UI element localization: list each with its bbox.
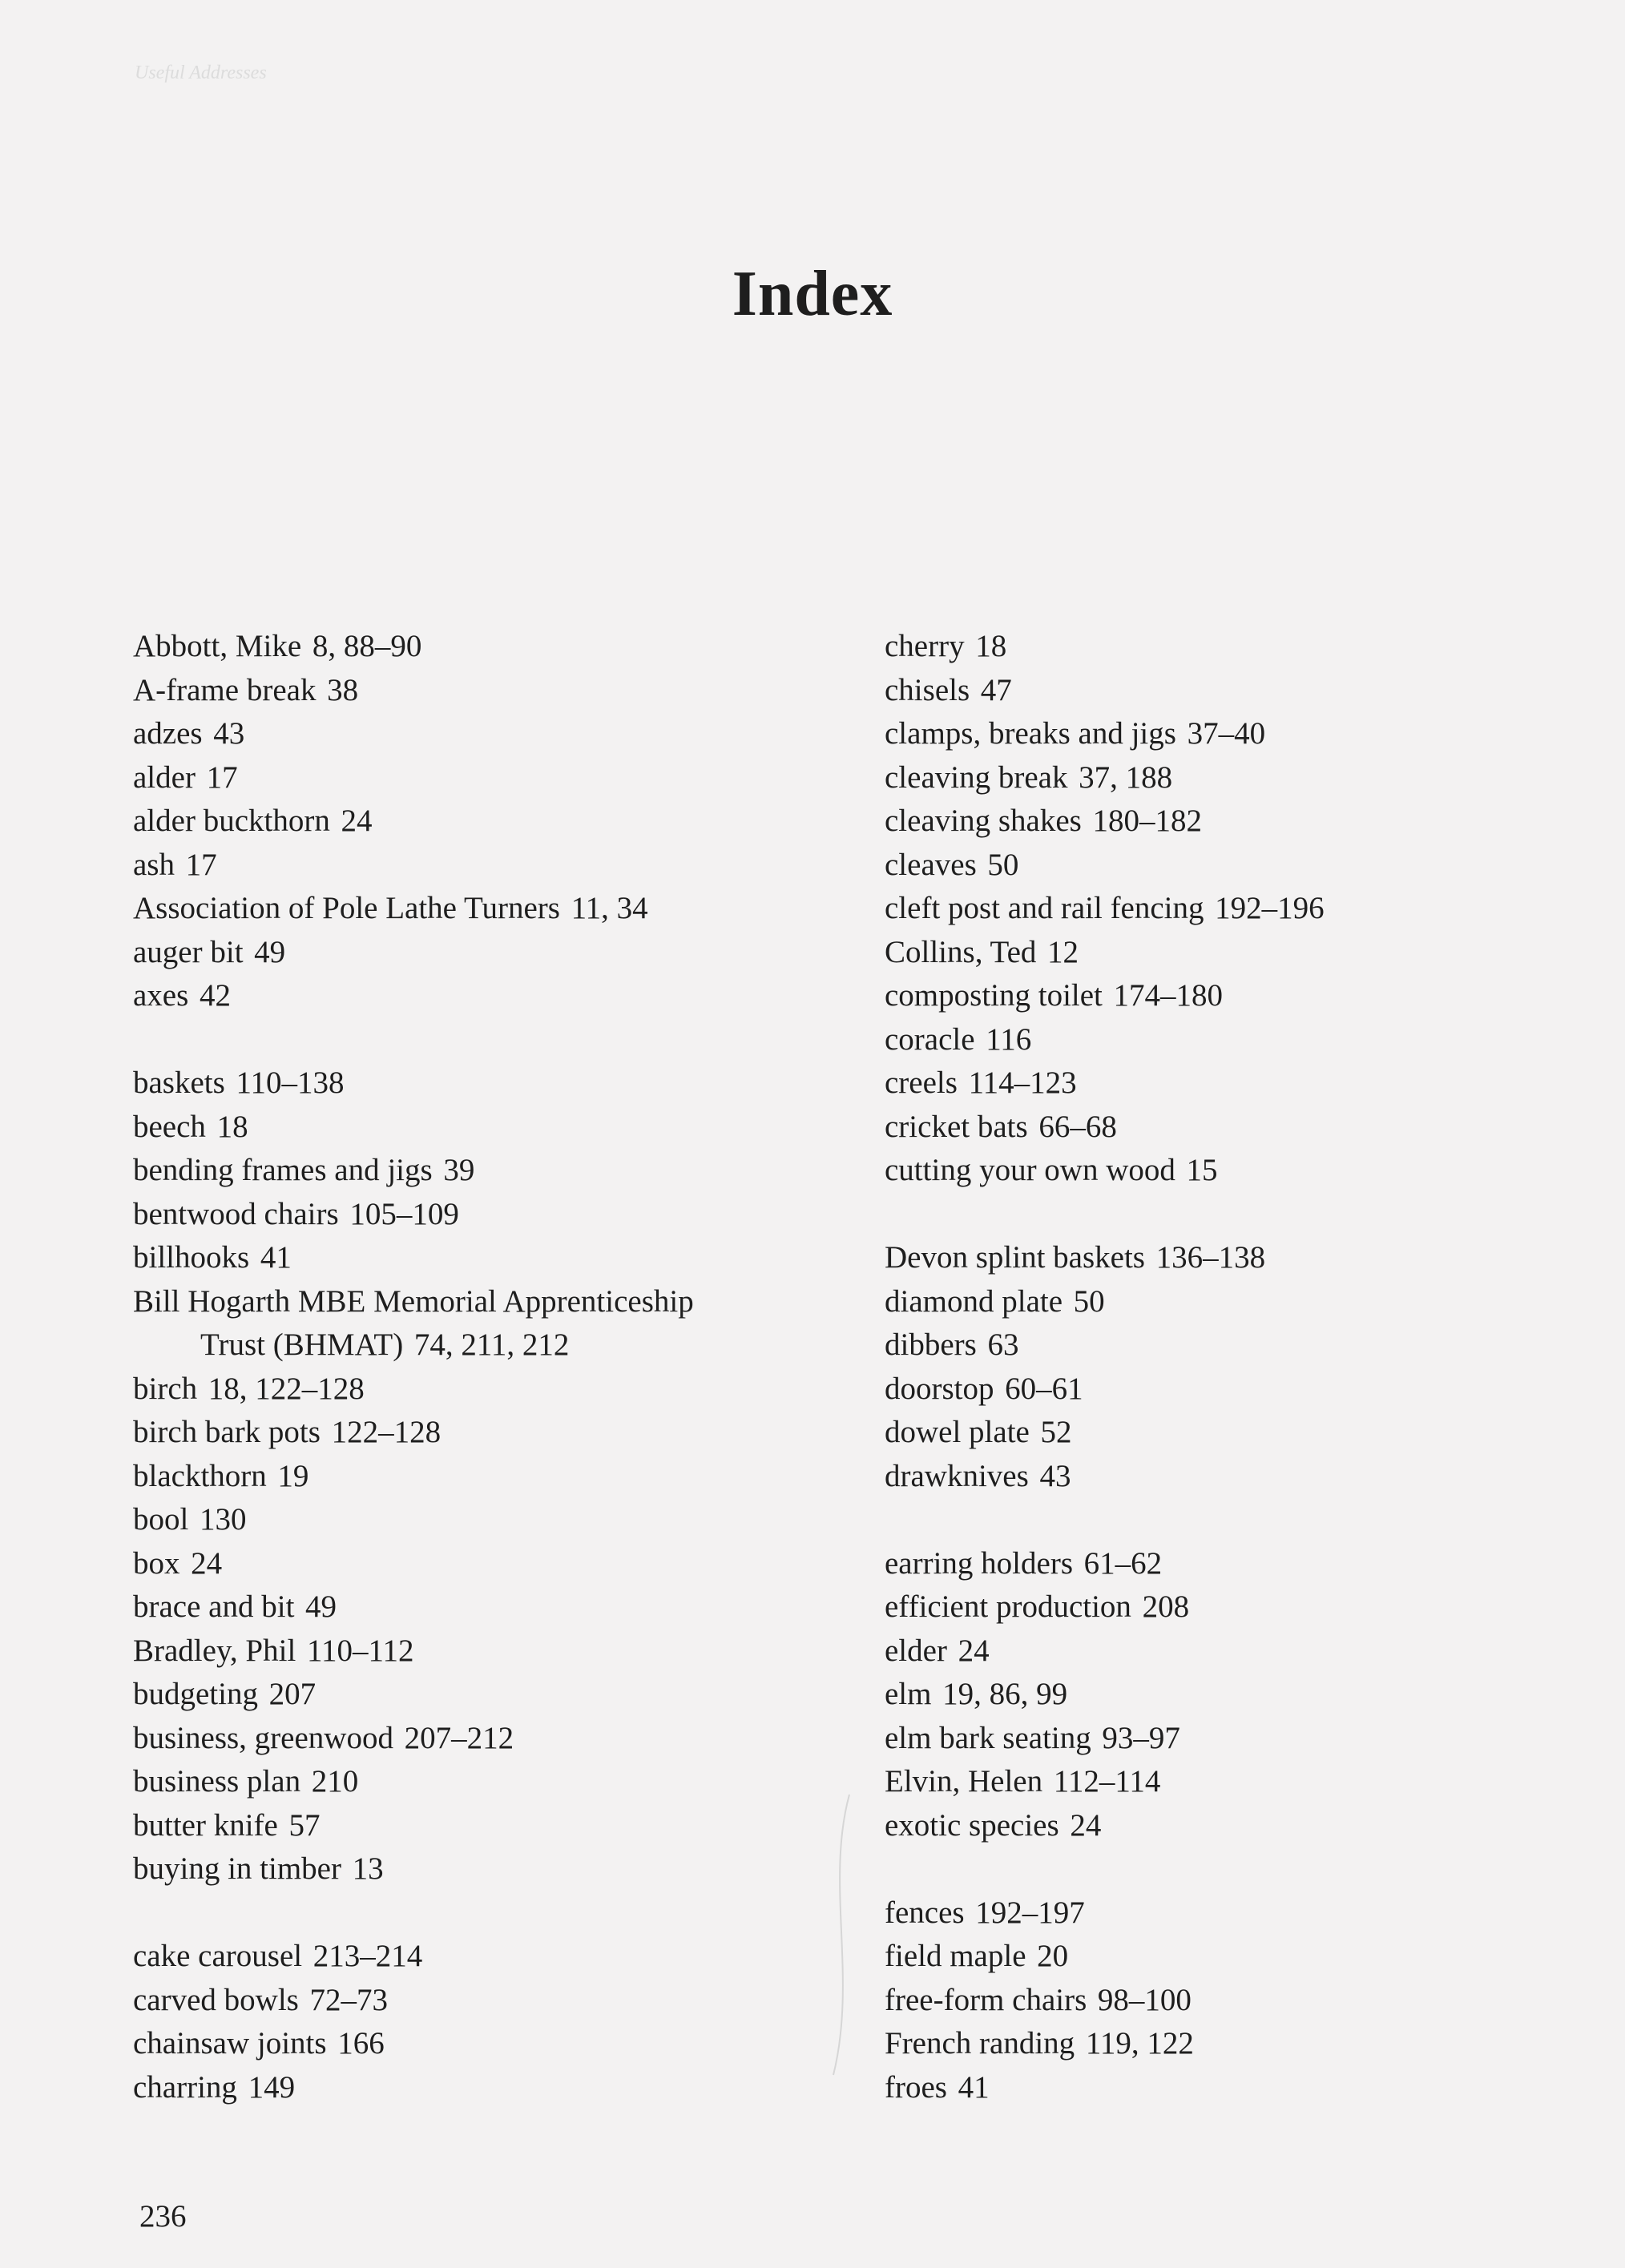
index-pages: 37, 188	[1079, 759, 1173, 795]
index-entry	[885, 1629, 1590, 1674]
index-term: baskets	[133, 1066, 225, 1100]
index-entry	[133, 1979, 846, 2023]
index-term: French randing	[885, 2026, 1075, 2061]
index-pages: 41	[958, 2069, 990, 2105]
index-term: Trust (BHMAT)	[200, 1327, 404, 1362]
index-entry	[133, 1236, 846, 1280]
index-entry	[885, 2022, 1590, 2066]
index-pages: 60–61	[1005, 1371, 1083, 1406]
index-pages: 114–123	[968, 1066, 1077, 1100]
index-entry	[133, 974, 846, 1018]
index-term: drawknives	[885, 1458, 1029, 1493]
index-entry	[885, 931, 1590, 975]
index-term: cricket bats	[885, 1109, 1028, 1144]
index-pages: 15	[1186, 1153, 1218, 1187]
index-entry	[133, 887, 846, 931]
index-column-right	[885, 625, 1590, 2153]
index-term: cleft post and rail fencing	[885, 891, 1204, 925]
index-pages: 42	[199, 978, 231, 1013]
index-term: birch bark pots	[133, 1415, 321, 1449]
index-term: chainsaw joints	[133, 2026, 327, 2061]
index-entry	[133, 1061, 846, 1106]
index-term: adzes	[133, 716, 203, 751]
index-entry	[885, 1717, 1590, 1761]
index-term: butter knife	[133, 1807, 278, 1843]
index-pages: 8, 88–90	[312, 629, 422, 663]
index-pages: 39	[443, 1153, 475, 1187]
index-entry	[885, 2066, 1590, 2110]
index-pages: 13	[352, 1851, 384, 1886]
index-term: cleaving shakes	[885, 804, 1082, 838]
index-pages: 47	[980, 672, 1012, 707]
index-term: axes	[133, 978, 189, 1013]
index-term: earring holders	[885, 1545, 1073, 1581]
index-entry	[133, 625, 846, 669]
index-letter-group	[885, 1542, 1590, 1848]
index-entry	[133, 1673, 846, 1717]
index-entry	[885, 1411, 1590, 1455]
index-pages: 52	[1040, 1415, 1072, 1449]
index-pages: 50	[987, 847, 1019, 882]
index-term: cutting your own wood	[885, 1153, 1175, 1187]
index-pages: 174–180	[1113, 978, 1224, 1013]
index-pages: 166	[337, 2026, 385, 2061]
index-pages: 24	[1070, 1807, 1102, 1843]
index-entry	[133, 1935, 846, 1979]
index-entry	[885, 1935, 1590, 1979]
index-entry	[885, 844, 1590, 888]
index-term: field maple	[885, 1939, 1026, 1973]
index-pages: 110–112	[306, 1633, 414, 1668]
index-term: business plan	[133, 1764, 301, 1799]
index-pages: 24	[958, 1633, 990, 1668]
index-entry	[133, 1804, 846, 1848]
index-pages: 72–73	[309, 1982, 388, 2017]
page-number: 236	[139, 2199, 187, 2234]
index-letter-group	[885, 625, 1590, 1193]
index-pages: 57	[288, 1807, 321, 1843]
index-pages: 98–100	[1097, 1982, 1192, 2017]
index-pages: 180–182	[1092, 804, 1202, 838]
index-pages: 192–196	[1215, 891, 1325, 925]
index-term: box	[133, 1545, 180, 1581]
index-pages: 63	[987, 1327, 1019, 1362]
index-entry	[133, 931, 846, 975]
index-term: auger bit	[133, 934, 244, 969]
index-entry	[133, 1717, 846, 1761]
index-entry	[133, 1847, 846, 1891]
index-term: efficient production	[885, 1589, 1131, 1624]
index-term: bool	[133, 1502, 189, 1537]
index-entry	[133, 1323, 846, 1368]
index-entry	[885, 712, 1590, 756]
index-pages: 192–197	[975, 1895, 1085, 1930]
index-term: A-frame break	[133, 672, 317, 707]
index-pages: 61–62	[1083, 1545, 1163, 1581]
index-entry	[133, 1585, 846, 1629]
index-pages: 112–114	[1053, 1764, 1161, 1799]
index-entry	[133, 1498, 846, 1542]
index-letter-group	[885, 1236, 1590, 1498]
index-entry	[885, 1804, 1590, 1848]
index-entry	[133, 712, 846, 756]
index-term: exotic species	[885, 1807, 1059, 1843]
index-term: birch	[133, 1371, 198, 1406]
index-entry	[885, 1585, 1590, 1629]
index-entry	[885, 1236, 1590, 1280]
index-entry	[133, 800, 846, 844]
index-entry	[133, 669, 846, 713]
index-term: blackthorn	[133, 1458, 267, 1493]
index-pages: 50	[1073, 1283, 1105, 1319]
index-term: Devon splint baskets	[885, 1240, 1145, 1275]
index-entry	[133, 1149, 846, 1193]
index-pages: 17	[206, 759, 238, 795]
index-letter-group	[885, 1891, 1590, 2110]
index-pages: 37–40	[1187, 716, 1266, 751]
index-term: charring	[133, 2069, 237, 2105]
index-term: Elvin, Helen	[885, 1764, 1043, 1799]
index-pages: 17	[185, 847, 217, 882]
index-entry	[133, 1368, 846, 1412]
index-term: bending frames and jigs	[133, 1153, 433, 1187]
index-term: ash	[133, 847, 175, 882]
index-entry	[133, 1193, 846, 1237]
index-pages: 66–68	[1038, 1109, 1117, 1144]
index-pages: 207–212	[404, 1720, 514, 1755]
index-pages: 119, 122	[1085, 2026, 1194, 2061]
index-pages: 38	[327, 672, 359, 707]
index-entry	[885, 1455, 1590, 1499]
index-term: bentwood chairs	[133, 1196, 339, 1231]
index-term: coracle	[885, 1021, 975, 1057]
index-column-left	[133, 625, 846, 2153]
index-pages: 19	[277, 1458, 309, 1493]
index-term: beech	[133, 1109, 206, 1144]
index-entry	[885, 1018, 1590, 1062]
index-term: buying in timber	[133, 1851, 341, 1886]
index-pages: 210	[311, 1764, 359, 1799]
index-term: fences	[885, 1895, 965, 1930]
index-entry	[885, 1673, 1590, 1717]
index-entry	[885, 1061, 1590, 1106]
index-pages: 20	[1037, 1939, 1069, 1973]
index-term: Abbott, Mike	[133, 629, 302, 663]
index-term: Bradley, Phil	[133, 1633, 296, 1668]
index-pages: 11, 34	[571, 891, 648, 925]
index-term: budgeting	[133, 1677, 258, 1711]
index-pages: 49	[305, 1589, 337, 1624]
index-pages: 24	[341, 804, 373, 838]
index-term: diamond plate	[885, 1283, 1063, 1319]
index-entry	[133, 1629, 846, 1674]
index-term: creels	[885, 1066, 958, 1100]
index-entry	[133, 1280, 846, 1324]
index-entry	[885, 1542, 1590, 1586]
index-term: elder	[885, 1633, 947, 1668]
index-pages: 213–214	[312, 1939, 423, 1973]
index-entry	[885, 1891, 1590, 1936]
index-term: brace and bit	[133, 1589, 295, 1624]
index-term: chisels	[885, 672, 970, 707]
index-entry	[885, 974, 1590, 1018]
index-entry	[885, 625, 1590, 669]
index-pages: 130	[199, 1502, 247, 1537]
index-term: Association of Pole Lathe Turners	[133, 891, 560, 925]
index-pages: 207	[268, 1677, 317, 1711]
index-pages: 12	[1047, 934, 1079, 969]
index-pages: 74, 211, 212	[413, 1327, 570, 1362]
index-term: dowel plate	[885, 1415, 1030, 1449]
index-pages: 19, 86, 99	[942, 1677, 1068, 1711]
index-entry	[133, 1106, 846, 1150]
index-term: dibbers	[885, 1327, 977, 1362]
index-pages: 136–138	[1155, 1240, 1266, 1275]
index-pages: 116	[986, 1021, 1032, 1057]
index-term: doorstop	[885, 1371, 994, 1406]
index-entry	[885, 1979, 1590, 2023]
index-entry	[885, 800, 1590, 844]
index-term: elm	[885, 1677, 932, 1711]
index-entry	[133, 2022, 846, 2066]
index-term: cleaving break	[885, 759, 1068, 795]
index-pages: 18	[216, 1109, 248, 1144]
index-pages: 49	[254, 934, 286, 969]
index-pages: 122–128	[331, 1415, 442, 1449]
index-entry	[133, 844, 846, 888]
index-term: billhooks	[133, 1240, 250, 1275]
index-entry	[885, 1280, 1590, 1324]
index-term: carved bowls	[133, 1982, 299, 2017]
index-entry	[133, 1542, 846, 1586]
index-pages: 41	[260, 1240, 292, 1275]
index-term: business, greenwood	[133, 1720, 393, 1755]
index-term: alder buckthorn	[133, 804, 330, 838]
index-entry	[133, 1455, 846, 1499]
index-term: elm bark seating	[885, 1720, 1091, 1755]
index-entry	[133, 2066, 846, 2110]
index-entry	[133, 1411, 846, 1455]
index-term: cherry	[885, 629, 965, 663]
index-pages: 18	[975, 629, 1007, 663]
index-pages: 93–97	[1102, 1720, 1180, 1755]
index-pages: 24	[191, 1545, 223, 1581]
index-pages: 208	[1142, 1589, 1190, 1624]
index-letter-group	[133, 1935, 846, 2109]
index-term: cleaves	[885, 847, 977, 882]
index-pages: 110–138	[236, 1066, 345, 1100]
index-term: composting toilet	[885, 978, 1103, 1013]
index-entry	[133, 756, 846, 800]
index-entry	[885, 669, 1590, 713]
page-title: Index	[732, 259, 893, 329]
running-header: Useful Addresses	[135, 62, 267, 83]
index-entry	[885, 887, 1590, 931]
index-pages: 18, 122–128	[208, 1371, 365, 1406]
index-term: Bill Hogarth MBE Memorial Apprenticeship	[133, 1283, 694, 1319]
index-letter-group	[133, 1061, 846, 1891]
index-entry	[885, 1368, 1590, 1412]
index-entry	[885, 756, 1590, 800]
index-pages: 43	[213, 716, 245, 751]
index-pages: 149	[248, 2069, 296, 2105]
index-term: alder	[133, 759, 196, 795]
index-entry	[133, 1760, 846, 1804]
index-pages: 105–109	[349, 1196, 459, 1231]
index-entry	[885, 1323, 1590, 1368]
index-entry	[885, 1106, 1590, 1150]
index-term: free-form chairs	[885, 1982, 1087, 2017]
index-entry	[885, 1149, 1590, 1193]
index-term: froes	[885, 2069, 947, 2105]
index-term: clamps, breaks and jigs	[885, 716, 1176, 751]
index-term: Collins, Ted	[885, 934, 1037, 969]
index-entry	[885, 1760, 1590, 1804]
index-letter-group	[133, 625, 846, 1018]
index-term: cake carousel	[133, 1939, 303, 1973]
index-pages: 43	[1039, 1458, 1071, 1493]
